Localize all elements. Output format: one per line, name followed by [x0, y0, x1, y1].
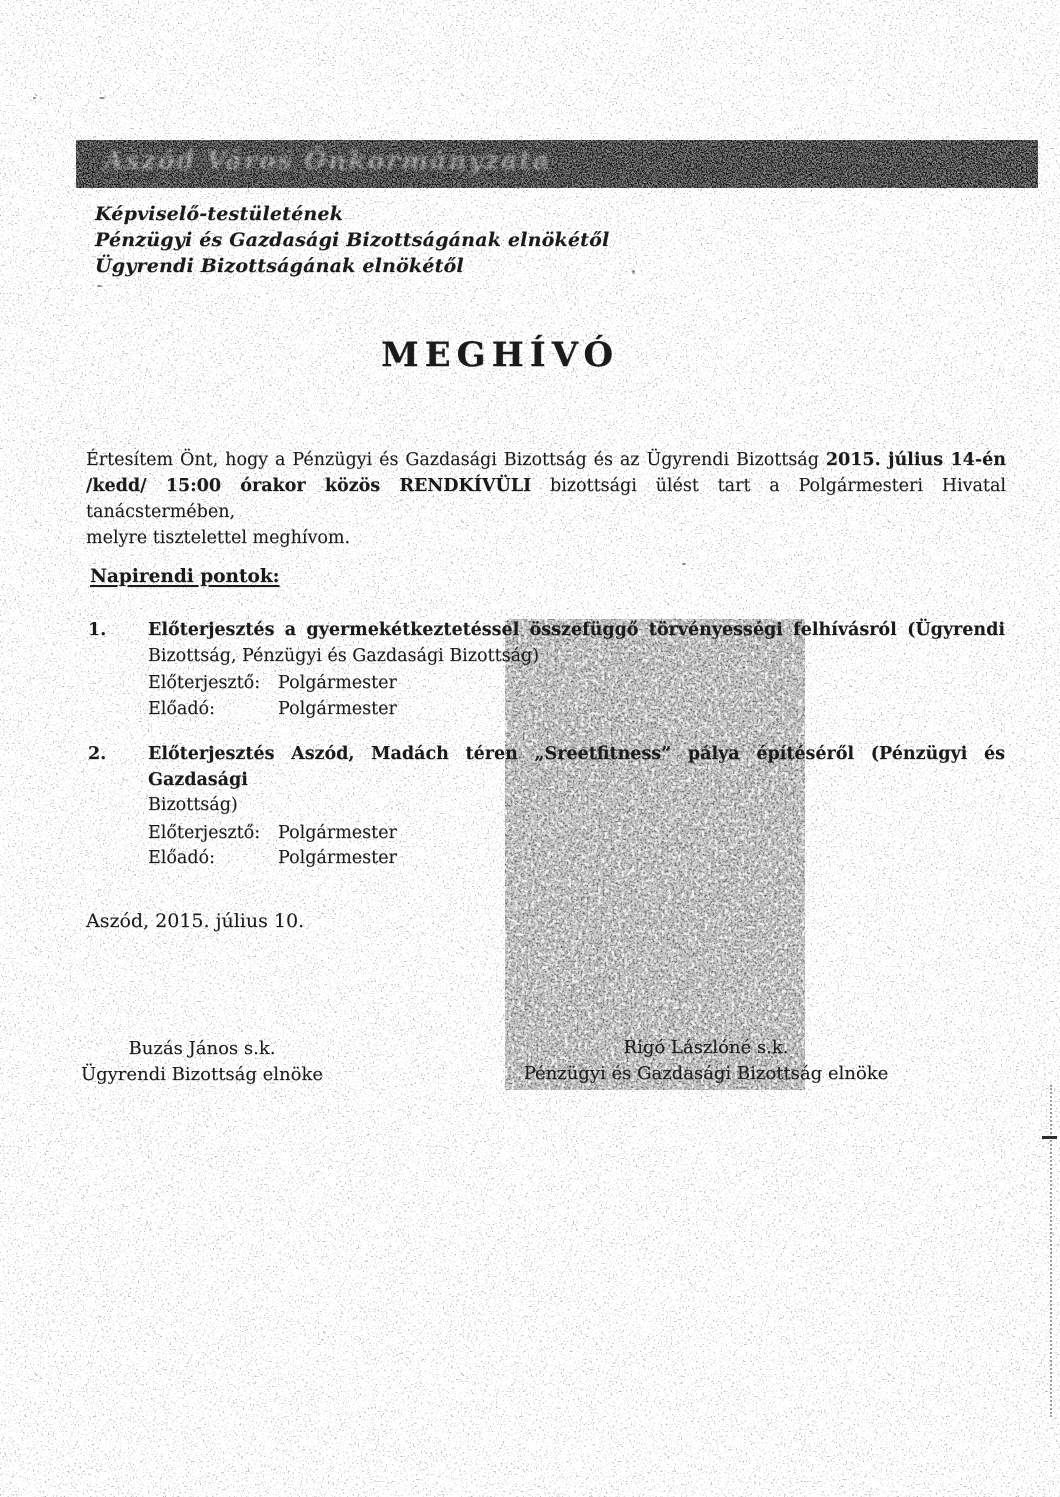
document-title: MEGHÍVÓ: [380, 335, 619, 375]
agenda-item-title-line2: Bizottság, Pénzügyi és Gazdasági Bizottság): [148, 645, 540, 666]
band-noise-texture: [76, 140, 1038, 188]
sender-line: Képviselő-testületének: [95, 203, 344, 225]
signature-title: Pénzügyi és Gazdasági Bizottság elnöke: [523, 1063, 889, 1084]
agenda-item-2: [86, 742, 1005, 872]
intro-line: [86, 473, 1006, 525]
speaker-row: [148, 697, 1005, 723]
signature-name: Rigó Lászlóné s.k.: [623, 1037, 789, 1058]
scan-speck: [632, 270, 635, 273]
presenter-value: Polgármester: [278, 673, 397, 693]
scan-edge-dash: [1042, 1136, 1057, 1139]
intro-text: Értesítem Önt, hogy a Pénzügyi és Gazdasági Bizottság és az Ügyrendi Bizottság: [86, 450, 819, 470]
scan-speck: [682, 563, 686, 565]
sender-line: Pénzügyi és Gazdasági Bizottságának elnökétől: [95, 229, 610, 251]
intro-bold-date: 2015. július 14-én: [825, 450, 1006, 470]
agenda-item-title-line2: Bizottság): [148, 795, 238, 815]
speaker-row: [148, 846, 1005, 872]
scan-speck: [99, 97, 105, 99]
letterhead-band: [76, 140, 1038, 188]
speaker-label: Előadó:: [148, 698, 215, 719]
intro-bold-time: /kedd/ 15:00 órakor közös RENDKÍVÜLI: [86, 476, 532, 496]
agenda-item-title-line1: Előterjesztés Aszód, Madách téren „Sreetfitness” pálya építéséről (Pénzügyi és Gazdasági: [148, 744, 1005, 790]
speaker-value: Polgármester: [278, 848, 397, 868]
speaker-label: Előadó:: [148, 848, 215, 868]
signature-block-right: [518, 1035, 894, 1087]
presenter-label: Előterjesztő:: [148, 822, 261, 843]
presenter-label: Előterjesztő:: [148, 673, 261, 693]
scan-speck: [33, 97, 36, 99]
intro-text: melyre tisztelettel meghívom.: [86, 528, 351, 548]
presenter-row: [148, 671, 1005, 697]
agenda-item-number: 1.: [88, 620, 107, 640]
agenda-item-1: [86, 618, 1005, 722]
signature-title: Ügyrendi Bizottság elnöke: [80, 1064, 324, 1085]
scan-speck: [97, 285, 102, 287]
intro-text: bizottsági ülést tart a Polgármesteri Hivatal tanácstermében,: [86, 476, 1006, 522]
agenda-item-title-line1: Előterjesztés a gyermekétkeztetéssel összefüggő törvényességi felhívásról (Ügyrendi: [148, 620, 1005, 640]
presenter-value: Polgármester: [278, 822, 397, 843]
date-line: Aszód, 2015. július 10.: [86, 910, 305, 932]
presenter-row: [148, 821, 1005, 847]
speaker-value: Polgármester: [278, 698, 397, 719]
signature-block-left: [58, 1036, 346, 1088]
intro-line: [86, 525, 1006, 551]
signature-name: Buzás János s.k.: [128, 1038, 276, 1059]
intro-line: [86, 447, 1006, 473]
intro-paragraph: [86, 447, 1006, 551]
agenda-item-number: 2.: [88, 744, 107, 764]
sender-line: Ügyrendi Bizottságának elnökétől: [95, 255, 464, 277]
scan-edge-dotted-line: [1050, 1085, 1052, 1417]
sender-block: [95, 201, 609, 279]
agenda-heading: Napirendi pontok:: [90, 566, 280, 587]
